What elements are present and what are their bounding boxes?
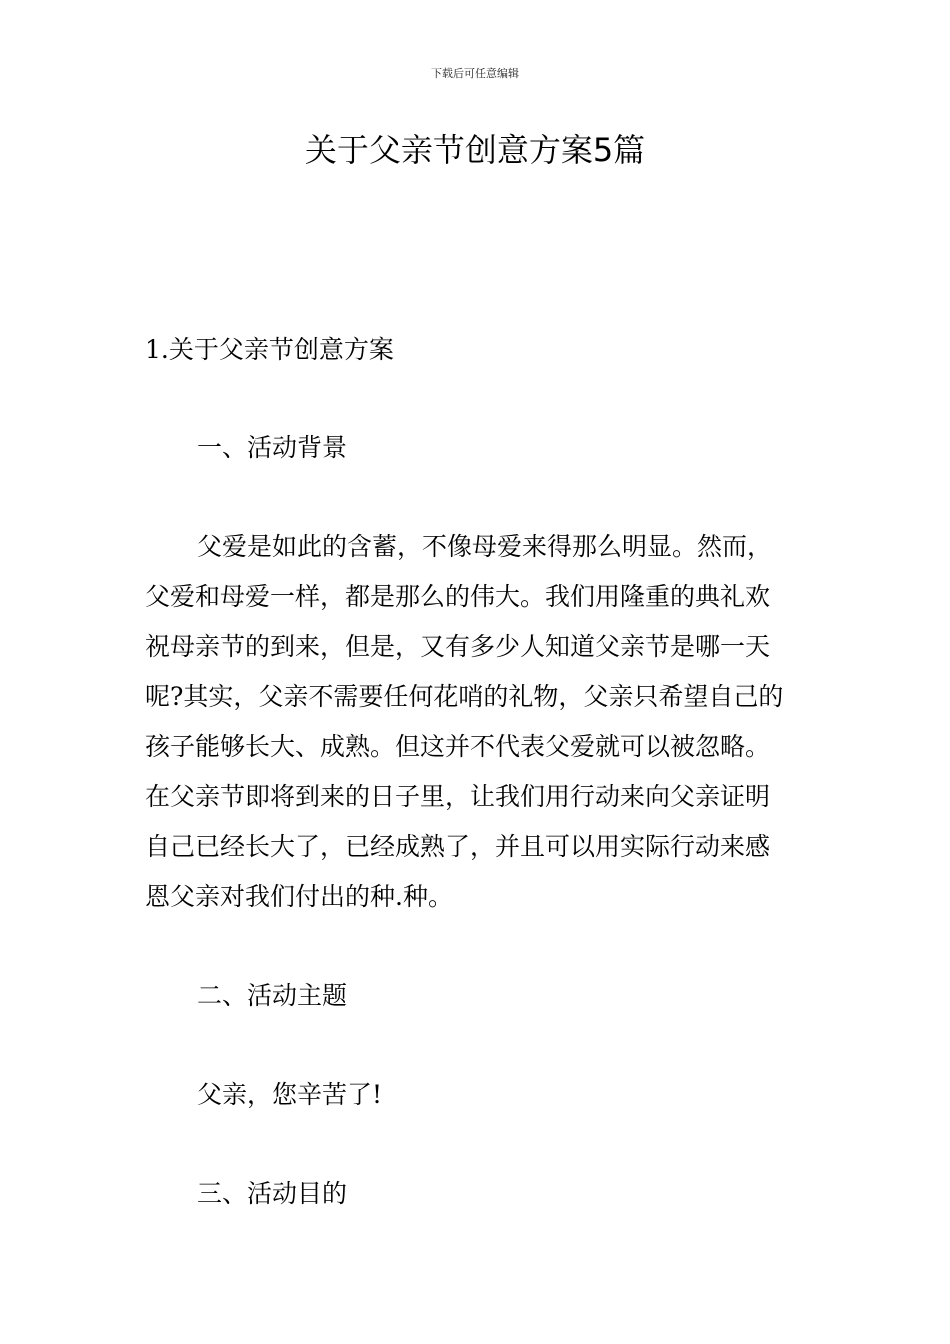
heading-background: 一、活动背景 (197, 433, 348, 462)
paragraph-line: 呢?其实，父亲不需要任何花哨的礼物，父亲只希望自己的 (145, 682, 784, 711)
paragraph-line: 父爱和母爱一样，都是那么的伟大。我们用隆重的典礼欢 (145, 582, 771, 611)
theme-text: 父亲，您辛苦了! (197, 1080, 383, 1109)
section-heading: 1.关于父亲节创意方案 (145, 335, 394, 364)
background-paragraph (145, 522, 810, 922)
paragraph-line: 父爱是如此的含蓄，不像母爱来得那么明显。然而， (197, 532, 773, 561)
paragraph-line: 祝母亲节的到来，但是，又有多少人知道父亲节是哪一天 (145, 632, 771, 661)
heading-theme: 二、活动主题 (197, 981, 348, 1010)
header-note: 下载后可任意编辑 (431, 67, 519, 80)
paragraph-line: 自己已经长大了，已经成熟了，并且可以用实际行动来感 (145, 832, 771, 861)
paragraph-line: 在父亲节即将到来的日子里，让我们用行动来向父亲证明 (145, 782, 771, 811)
heading-purpose: 三、活动目的 (197, 1179, 348, 1208)
paragraph-line: 恩父亲对我们付出的种.种。 (145, 882, 453, 911)
paragraph-line: 孩子能够长大、成熟。但这并不代表父爱就可以被忽略。 (145, 732, 771, 761)
document-title: 关于父亲节创意方案5篇 (304, 131, 646, 169)
